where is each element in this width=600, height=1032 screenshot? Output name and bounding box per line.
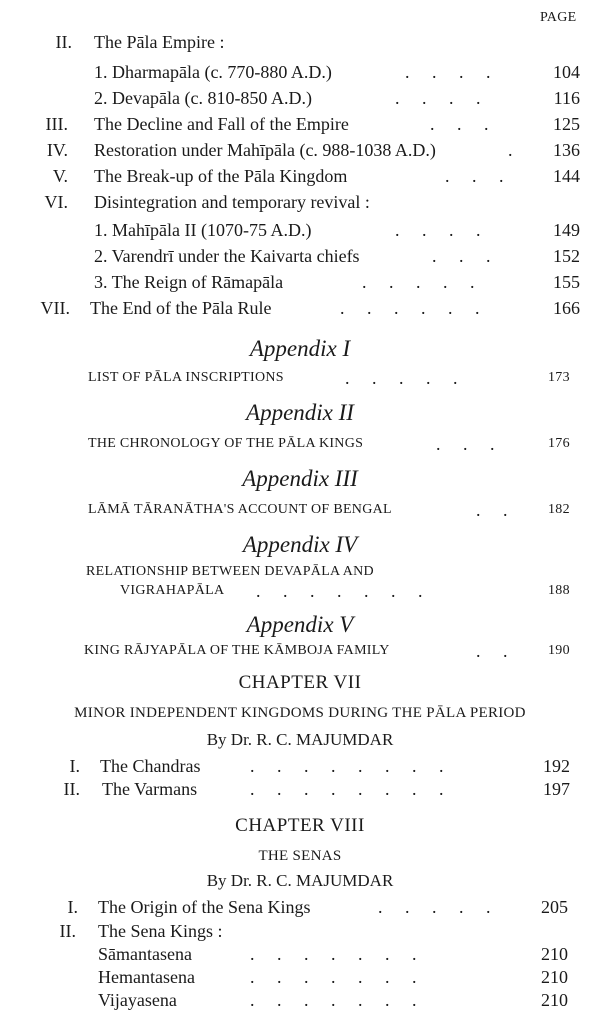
section-numeral: I. [67,897,78,917]
dot-leader: . . . . [405,62,491,82]
subsection-title: 2. Varendrī under the Kaivarta chiefs [94,246,360,266]
dot-leader: . . . . . [362,272,475,292]
chapter-heading: CHAPTER VII [238,672,362,693]
section-title: Disintegration and temporary revival : [94,192,370,212]
page-number: 136 [553,140,580,160]
page-number: 155 [553,272,580,292]
appendix-entry: LĀMĀ TĀRANĀTHA'S ACCOUNT OF BENGAL [88,502,392,517]
appendix-entry-continued: VIGRAHAPĀLA [120,583,225,598]
section-numeral: II. [63,779,80,799]
chapter-title: THE SENAS [258,848,342,864]
page-column-label: PAGE [540,10,577,25]
section-title: The Break-up of the Pāla Kingdom [94,166,348,186]
dot-leader: . . [476,500,508,520]
dot-leader: . . . . . [378,897,491,917]
page-number: 188 [548,583,570,598]
page-number: 210 [541,967,568,987]
section-title: The End of the Pāla Rule [90,298,272,318]
king-entry: Vijayasena [98,990,177,1010]
appendix-entry: LIST OF PĀLA INSCRIPTIONS [88,370,284,385]
appendix-entry: RELATIONSHIP BETWEEN DEVAPĀLA AND [86,564,374,579]
chapter-author: By Dr. R. C. MAJUMDAR [206,871,394,890]
subsection-title: 2. Devapāla (c. 810-850 A.D.) [94,88,312,108]
page-number: 205 [541,897,568,917]
king-entry: Sāmantasena [98,944,192,964]
chapter-title: MINOR INDEPENDENT KINGDOMS DURING THE PĀLA PERIOD [74,705,526,721]
section-numeral: II. [55,32,72,52]
section-numeral: I. [69,756,80,776]
dot-leader: . . . . [395,88,481,108]
subsection-title: 3. The Reign of Rāmapāla [94,272,284,292]
dot-leader: . . . . [395,220,481,240]
page-number: 144 [553,166,580,186]
dot-leader: . . . . . . . [256,581,423,601]
page-number: 210 [541,990,568,1010]
section-numeral: IV. [46,140,68,160]
page-number: 197 [543,779,570,799]
page-number: 149 [553,220,580,240]
appendix-entry: KING RĀJYAPĀLA OF THE KĀMBOJA FAMILY [84,643,390,658]
section-title: The Chandras [100,756,201,776]
subsection-title: 1. Dharmapāla (c. 770-880 A.D.) [94,62,332,82]
section-title: The Pāla Empire : [94,32,225,52]
section-numeral: III. [45,114,68,134]
appendix-heading: Appendix V [246,612,354,637]
section-title: The Varmans [102,779,198,799]
dot-leader: . . . [430,114,489,134]
appendix-heading: Appendix III [242,466,358,491]
appendix-heading: Appendix I [249,336,351,361]
appendix-heading: Appendix IV [242,532,358,557]
page-number: 182 [548,502,570,517]
dot-leader: . . . [432,246,491,266]
dot-leader: . [508,140,513,160]
dot-leader: . . . [445,166,504,186]
section-numeral: II. [59,921,76,941]
subsection-title: 1. Mahīpāla II (1070-75 A.D.) [94,220,312,240]
page-number: 104 [553,62,580,82]
dot-leader: . . . . . . . [250,990,417,1010]
section-title: The Origin of the Sena Kings [98,897,311,917]
page-number: 125 [553,114,580,134]
section-numeral: VII. [40,298,70,318]
page-number: 166 [553,298,580,318]
section-numeral: VI. [44,192,68,212]
page-number: 210 [541,944,568,964]
dot-leader: . . . . . . [340,298,480,318]
dot-leader: . . . . . . . . [250,756,444,776]
page-number: 192 [543,756,570,776]
dot-leader: . . . . . . . [250,944,417,964]
section-title: The Sena Kings : [98,921,223,941]
dot-leader: . . . . . . . . [250,779,444,799]
page-number: 116 [553,88,580,108]
dot-leader: . . . [436,434,495,454]
page-number: 173 [548,370,570,385]
chapter-heading: CHAPTER VIII [235,815,365,836]
dot-leader: . . . . . . . [250,967,417,987]
chapter-author: By Dr. R. C. MAJUMDAR [206,730,394,749]
appendix-entry: THE CHRONOLOGY OF THE PĀLA KINGS [88,436,364,451]
page-number: 152 [553,246,580,266]
appendix-heading: Appendix II [246,400,354,425]
section-title: Restoration under Mahīpāla (c. 988-1038 A.D.) [94,140,436,160]
section-title: The Decline and Fall of the Empire [94,114,349,134]
page-number: 176 [548,436,570,451]
king-entry: Hemantasena [98,967,195,987]
section-numeral: V. [52,166,68,186]
page-number: 190 [548,643,570,658]
dot-leader: . . [476,641,508,661]
dot-leader: . . . . . [345,368,458,388]
